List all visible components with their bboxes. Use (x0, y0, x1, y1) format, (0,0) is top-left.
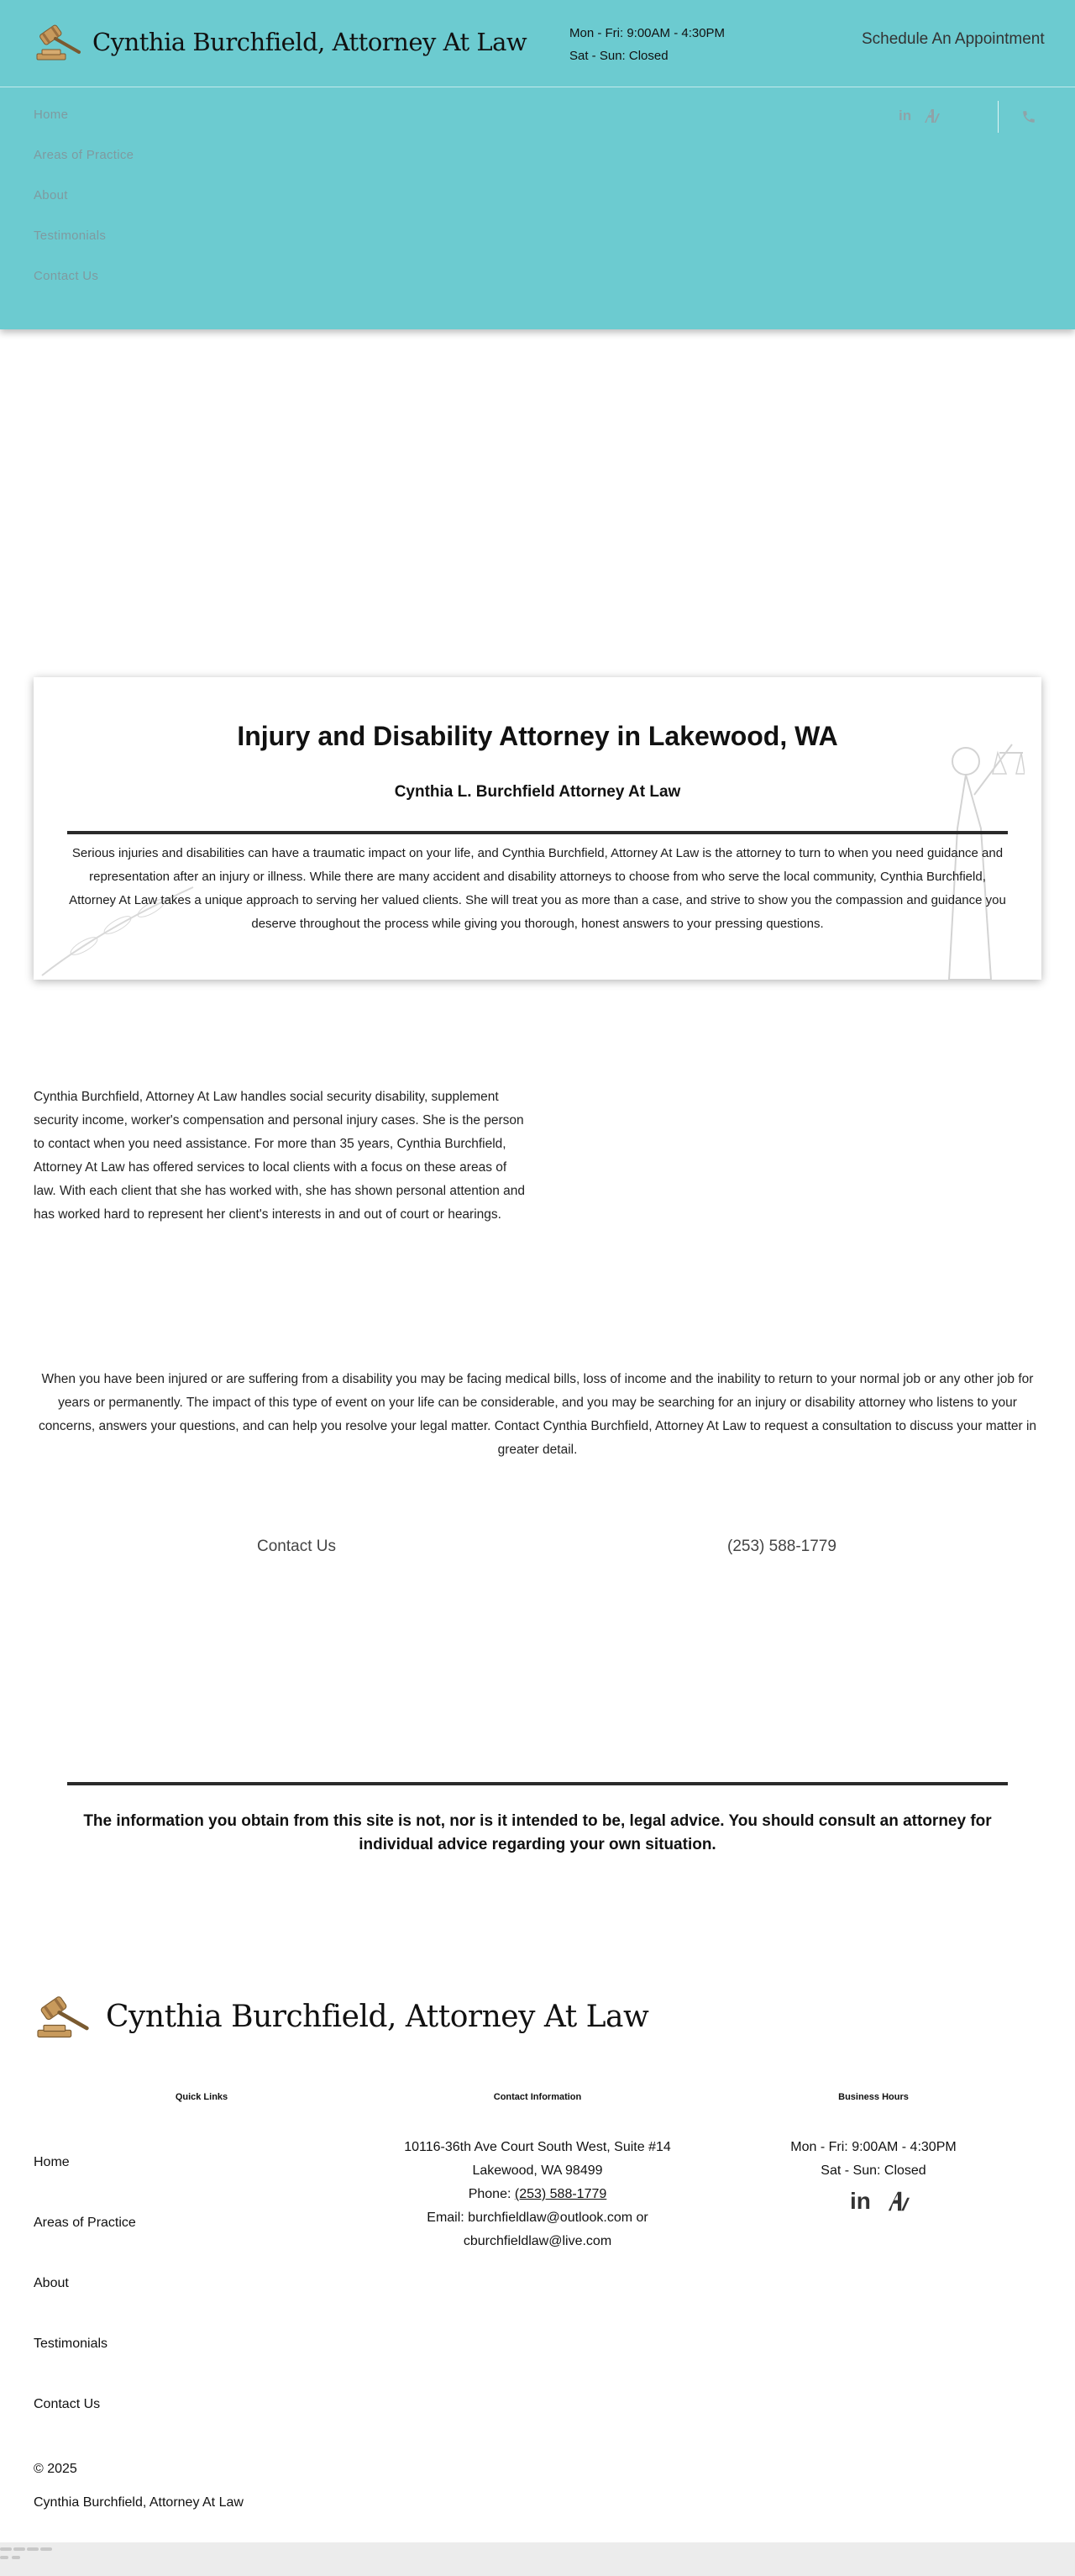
linkedin-icon[interactable]: in (899, 108, 912, 124)
phone-prefix: Phone: (468, 2187, 515, 2201)
contact-info-heading: Contact Information (493, 2092, 582, 2102)
footer-phone (370, 2183, 705, 2206)
hero-divider (67, 831, 1008, 834)
gavel-icon (34, 22, 81, 62)
nav-item-areas-of-practice[interactable]: Areas of Practice (34, 148, 134, 162)
footer-link-testimonials[interactable]: Testimonials (34, 2337, 108, 2351)
bottom-toolbar (0, 2542, 1075, 2576)
copyright-name: Cynthia Burchfield, Attorney At Law (34, 2495, 244, 2510)
hero-body: Serious injuries and disabilities can have a traumatic impact on your life, and Cynthia Burchfield, Attorney At Law is the attorney to turn to when you need guidance and representation after an injury or illness. While there are many accident and disability attorneys to choose from who serve the local community, Cynthia Burchfield, Attorney At Law takes a unique approach to serving her valued clients. She will treat you as more than a case, and strive to show you the compassion and guidance you deserve throughout the process while giving you thorough, honest answers to your pressing questions. (69, 846, 1006, 931)
header-hours-weekend: Sat - Sun: Closed (569, 49, 669, 63)
header-hours-weekday: Mon - Fri: 9:00AM - 4:30PM (569, 26, 726, 40)
footer-quick-links (34, 2153, 136, 2455)
site-title: Cynthia Burchfield, Attorney At Law (92, 28, 527, 56)
footer-link-home[interactable]: Home (34, 2155, 70, 2169)
phone-link[interactable]: (253) 588-1779 (727, 1538, 836, 1555)
footer-logo[interactable] (34, 1993, 648, 2040)
footer-business-hours (739, 2136, 1008, 2183)
toolbar-dash (0, 2547, 12, 2551)
address-line-1: 10116-36th Ave Court South West, Suite #14 (404, 2140, 671, 2154)
footer-title: Cynthia Burchfield, Attorney At Law (106, 1999, 649, 2034)
header-hours (569, 22, 725, 67)
business-hours-heading: Business Hours (838, 2092, 909, 2102)
footer-link-contact-us[interactable]: Contact Us (34, 2397, 101, 2411)
main-nav (34, 106, 134, 308)
quick-links-heading: Quick Links (175, 2092, 228, 2102)
footer-hours-weekend: Sat - Sun: Closed (821, 2163, 926, 2178)
email-line-2[interactable]: cburchfieldlaw@live.com (463, 2234, 612, 2248)
toolbar-dash (12, 2556, 20, 2559)
hero-card (34, 677, 1041, 980)
avvo-icon[interactable] (923, 108, 940, 124)
nav-item-contact-us[interactable]: Contact Us (34, 269, 99, 283)
disclaimer-divider (67, 1782, 1008, 1785)
about-paragraph: Cynthia Burchfield, Attorney At Law handles social security disability, supplement security income, worker's compensation and personal injury cases. She is the person to contact when you need assistance. For more than 35 years, Cynthia Burchfield, Attorney At Law has offered services to local clients with a focus on these areas of law. With each client that she has worked with, she has shown personal attention and has worked hard to represent her client's interests in and out of court or hearings. (34, 1090, 526, 1222)
hero-subheading: Cynthia L. Burchfield Attorney At Law (394, 783, 681, 801)
footer-contact-info (370, 2136, 705, 2253)
footer-social-links (850, 2188, 910, 2215)
gavel-icon (34, 1993, 89, 2040)
phone-icon[interactable] (1021, 109, 1036, 124)
avvo-icon[interactable] (886, 2190, 910, 2212)
site-header (0, 0, 1075, 329)
toolbar-dash (27, 2547, 39, 2551)
contact-us-link[interactable]: Contact Us (257, 1538, 336, 1555)
toolbar-dash (13, 2547, 25, 2551)
header-logo[interactable] (34, 22, 527, 62)
footer-link-areas-of-practice[interactable]: Areas of Practice (34, 2216, 136, 2230)
toolbar-dash (0, 2556, 8, 2559)
injury-paragraph: When you have been injured or are suffering from a disability you may be facing medical bills, loss of income and the inability to return to your normal job or any other job for years or permanently. The impact of this type of event on your life can be considerable, and you may be searching for an injury or disability attorney who listens to your concerns, answers your questions, and can help you resolve your legal matter. Contact Cynthia Burchfield, Attorney At Law to request a consultation to discuss your matter in greater detail. (38, 1372, 1037, 1457)
legal-disclaimer: The information you obtain from this site is not, nor is it intended to be, legal advice. You should consult an attorney for individual advice regarding your own situation. (83, 1812, 992, 1853)
footer-link-about[interactable]: About (34, 2276, 69, 2290)
linkedin-icon[interactable]: in (850, 2188, 871, 2214)
nav-item-home[interactable]: Home (34, 108, 69, 122)
header-top-row (0, 0, 1075, 87)
schedule-appointment-button[interactable]: Schedule An Appointment (862, 30, 1045, 48)
nav-item-testimonials[interactable]: Testimonials (34, 229, 107, 243)
header-social-links (899, 108, 940, 124)
toolbar-dash (40, 2547, 52, 2551)
address-line-2: Lakewood, WA 98499 (472, 2163, 603, 2178)
nav-item-about[interactable]: About (34, 188, 68, 202)
copyright-year: © 2025 (34, 2462, 77, 2476)
footer-phone-link[interactable]: (253) 588-1779 (514, 2187, 607, 2201)
header-divider (998, 101, 999, 133)
hero-heading: Injury and Disability Attorney in Lakewood, WA (237, 721, 838, 751)
footer-hours-weekday: Mon - Fri: 9:00AM - 4:30PM (790, 2140, 957, 2154)
email-line-1[interactable]: Email: burchfieldlaw@outlook.com or (427, 2211, 648, 2225)
